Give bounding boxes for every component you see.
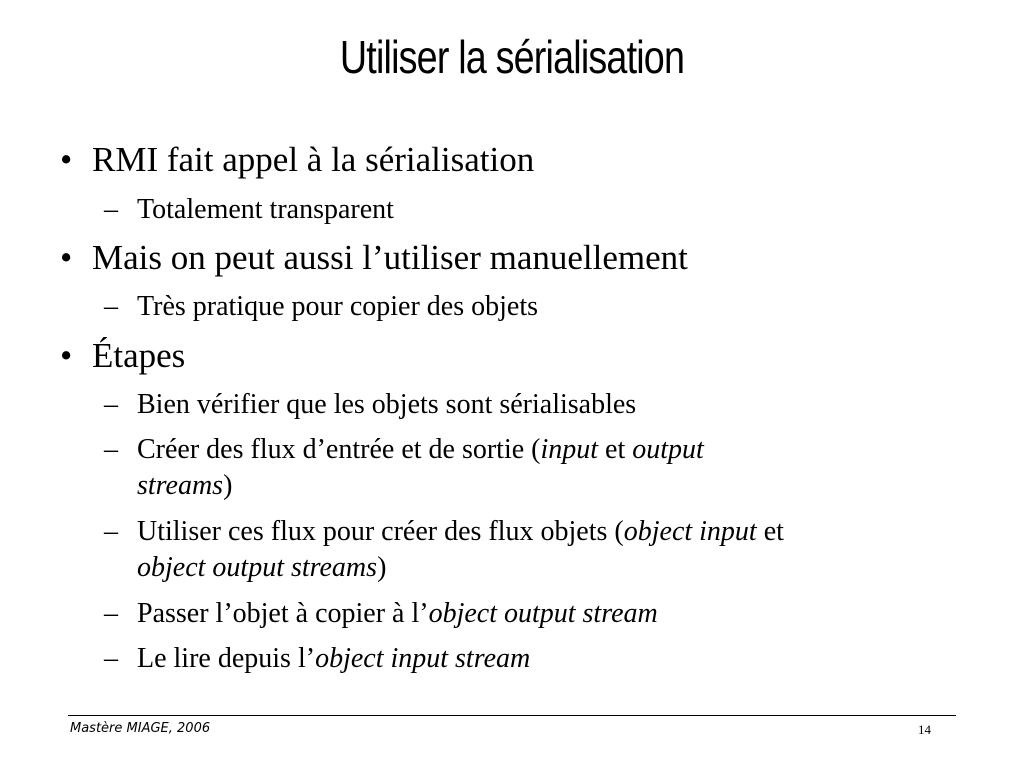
sub-item-text: Très pratique pour copier des objets <box>137 291 538 322</box>
dash-icon: – <box>104 643 118 674</box>
dash-icon: – <box>104 516 118 547</box>
sub-item-text <box>137 470 232 502</box>
dash-icon: – <box>104 389 118 420</box>
italic-term: object output stream <box>428 598 658 629</box>
sub-item-text <box>137 552 386 584</box>
sub-item-text <box>137 598 658 630</box>
bullet-icon: • <box>60 238 73 277</box>
text-segment: et <box>756 516 784 547</box>
italic-term: input <box>540 434 599 465</box>
italic-term: object output streams <box>137 552 378 583</box>
dash-icon: – <box>104 434 118 465</box>
bullet-text: RMI fait appel à la sérialisation <box>92 140 535 179</box>
text-segment: Créer des flux d’entrée et de sortie ( <box>137 434 541 465</box>
sub-item-text <box>137 643 530 675</box>
dash-icon: – <box>104 291 118 322</box>
italic-term: streams <box>137 470 224 501</box>
sub-item-text <box>137 434 704 466</box>
footer-divider <box>68 715 956 716</box>
sub-item-text: Totalement transparent <box>137 194 394 225</box>
footer-text: Mastère MIAGE, 2006 <box>70 721 211 736</box>
italic-term: object input <box>623 516 757 547</box>
bullet-icon: • <box>60 140 73 179</box>
sub-item-text: Bien vérifier que les objets sont sérialisables <box>137 389 637 420</box>
bullet-icon: • <box>60 336 73 375</box>
slide-title: Utiliser la sérialisation <box>339 31 685 83</box>
dash-icon: – <box>104 194 118 225</box>
italic-term: output <box>632 434 704 465</box>
bullet-text: Étapes <box>92 336 186 375</box>
text-segment: et <box>598 434 633 465</box>
text-segment: Utiliser ces flux pour créer des flux objets ( <box>137 516 624 547</box>
bullet-text: Mais on peut aussi l’utiliser manuellement <box>92 238 688 277</box>
page-number: 14 <box>918 722 931 737</box>
sub-item-text <box>137 516 784 548</box>
italic-term: object input stream <box>315 643 531 674</box>
dash-icon: – <box>104 598 118 629</box>
text-segment: ) <box>377 552 387 583</box>
text-segment: ) <box>223 470 233 501</box>
text-segment: Passer l’objet à copier à l’ <box>137 598 429 629</box>
text-segment: Le lire depuis l’ <box>137 643 316 674</box>
